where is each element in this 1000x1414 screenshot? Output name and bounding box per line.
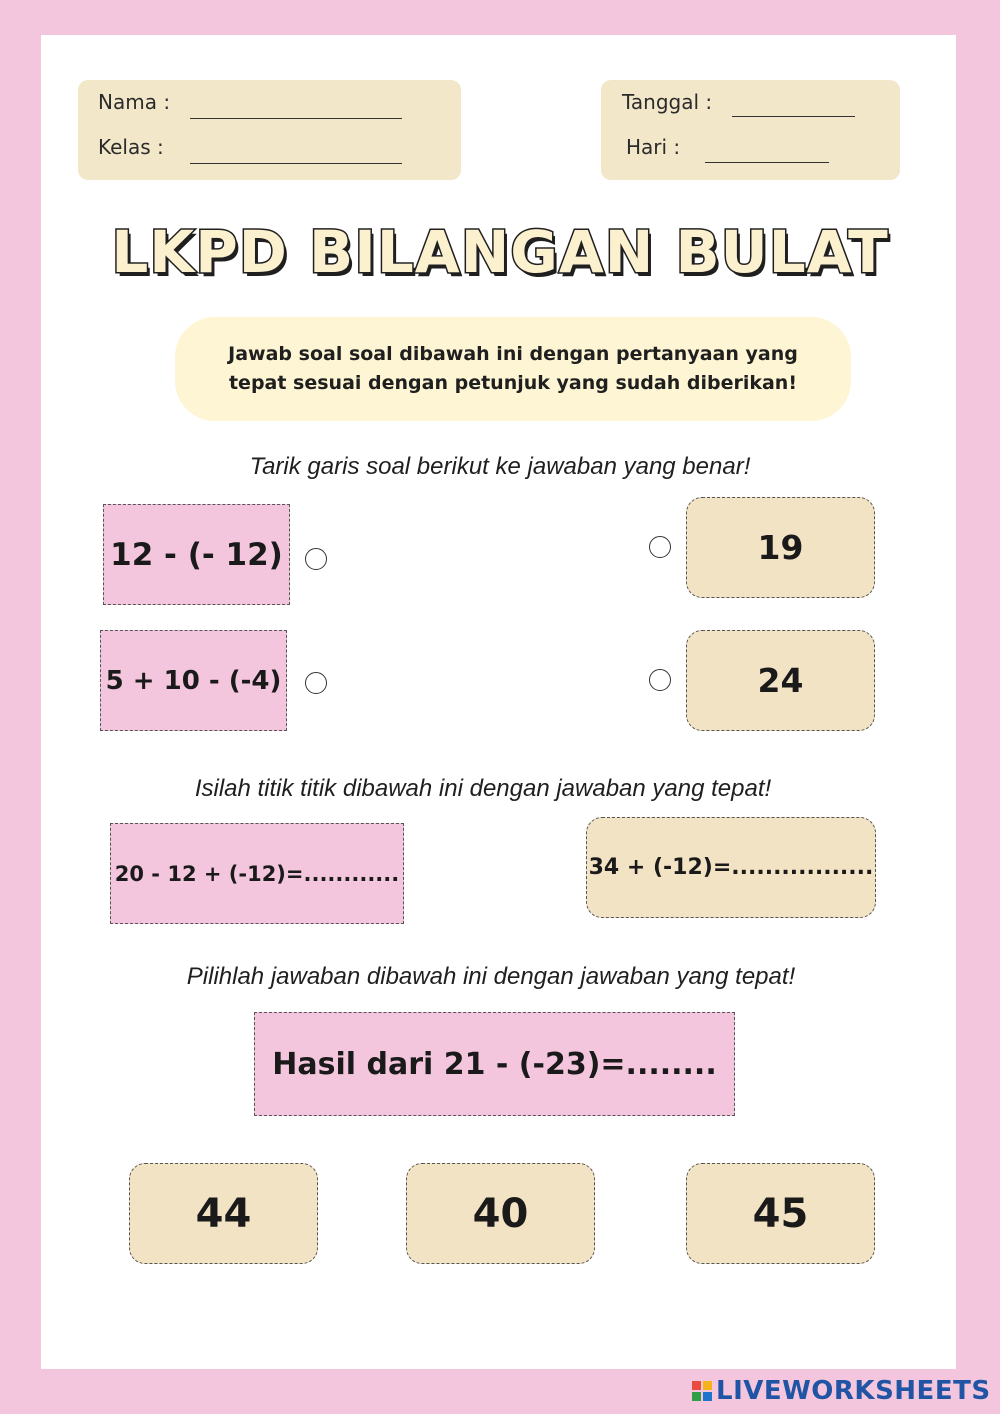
kelas-input[interactable] — [190, 163, 402, 164]
kelas-label: Kelas : — [98, 135, 164, 159]
multiple-choice-question: Hasil dari 21 - (-23)=........ — [254, 1012, 735, 1116]
answer-box-1: 19 — [686, 497, 875, 598]
answer-2-connector[interactable] — [649, 669, 671, 691]
hari-input[interactable] — [705, 162, 829, 163]
page-title: LKPD BILANGAN BULAT — [111, 218, 889, 286]
question-box-2: 5 + 10 - (-4) — [100, 630, 287, 731]
liveworksheets-logo-icon — [692, 1381, 712, 1401]
fill-blank-1[interactable]: 20 - 12 + (-12)=............ — [110, 823, 404, 924]
brand-watermark — [692, 1376, 991, 1406]
section2-title: Isilah titik titik dibawah ini dengan jawaban yang tepat! — [194, 775, 772, 802]
instruction-box — [175, 317, 851, 421]
section1-title: Tarik garis soal berikut ke jawaban yang benar! — [249, 453, 751, 480]
tanggal-label: Tanggal : — [622, 90, 713, 114]
fill-blank-2[interactable]: 34 + (-12)=................. — [586, 817, 876, 918]
nama-input[interactable] — [190, 118, 402, 119]
tanggal-input[interactable] — [732, 116, 855, 117]
question-box-1: 12 - (- 12) — [103, 504, 290, 605]
option-button-3[interactable]: 45 — [686, 1163, 875, 1264]
answer-1-connector[interactable] — [649, 536, 671, 558]
option-button-1[interactable]: 44 — [129, 1163, 318, 1264]
hari-label: Hari : — [626, 135, 681, 159]
instruction-line-1: Jawab soal soal dibawah ini dengan pertanyaan yang — [228, 343, 798, 365]
brand-name: LIVEWORKSHEETS — [716, 1376, 991, 1406]
section3-title: Pilihlah jawaban dibawah ini dengan jawaban yang tepat! — [186, 963, 796, 990]
option-button-2[interactable]: 40 — [406, 1163, 595, 1264]
answer-box-2: 24 — [686, 630, 875, 731]
nama-label: Nama : — [98, 90, 171, 114]
question-2-connector[interactable] — [305, 672, 327, 694]
instruction-line-2: tepat sesuai dengan petunjuk yang sudah diberikan! — [228, 372, 798, 394]
question-1-connector[interactable] — [305, 548, 327, 570]
